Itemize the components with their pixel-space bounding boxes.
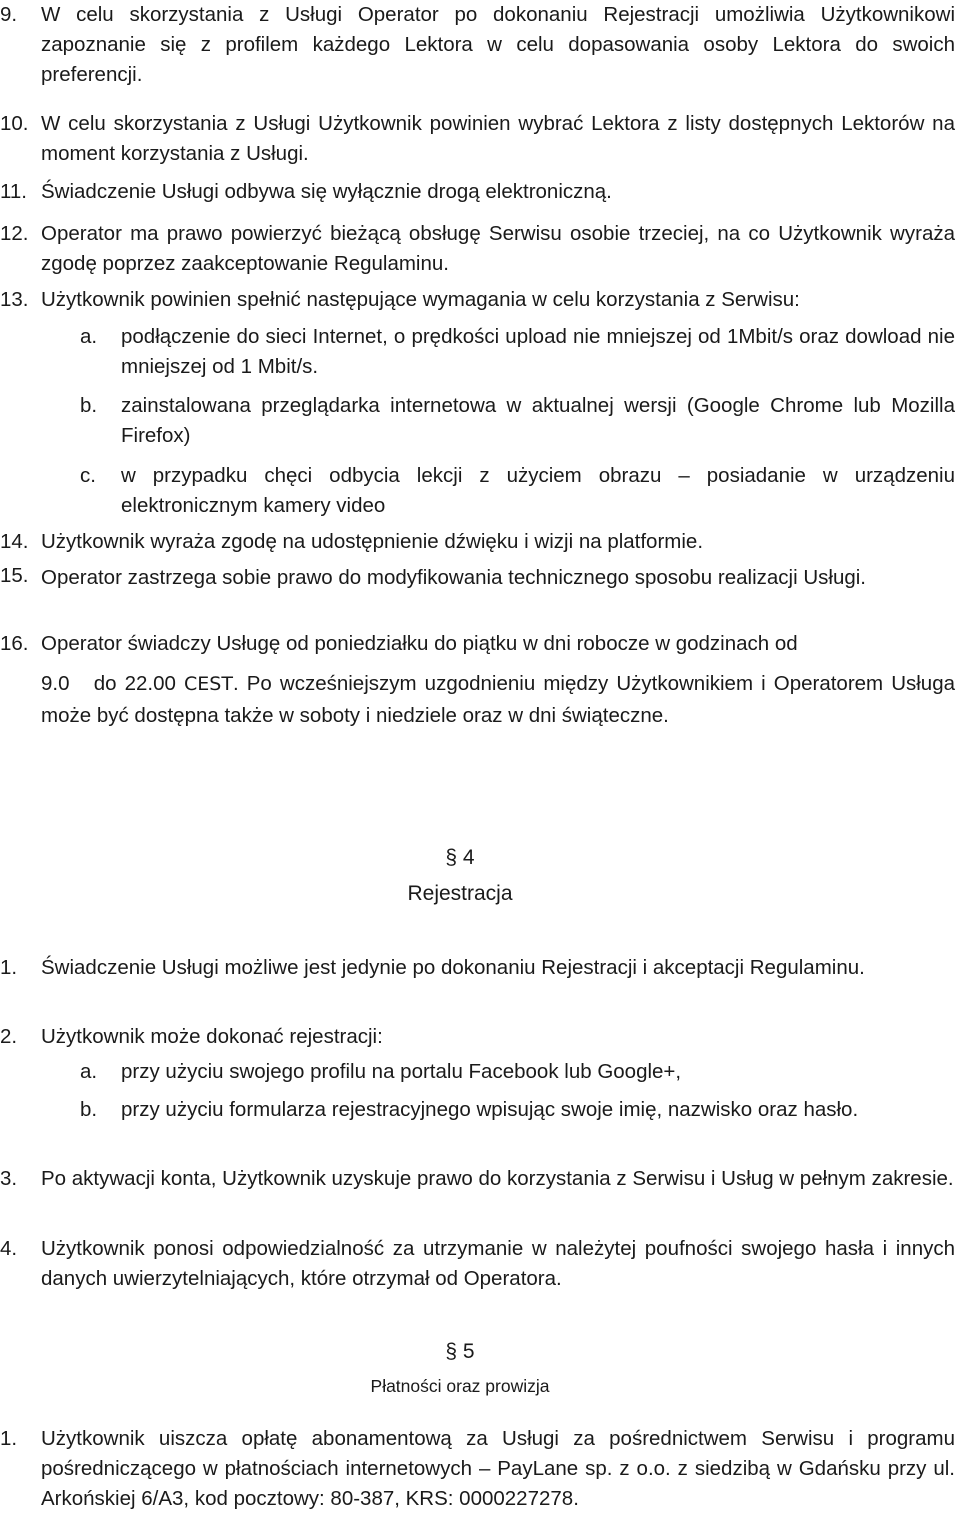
list-item-continuation xyxy=(0,668,960,732)
item-text: Użytkownik uiszcza opłatę abonamentową za Usługi za pośrednictwem Serwisu i programu pośredniczącego w płatnościach internetowych – PayLane sp. z o.o. z siedzibą w Gdańsku przy ul. Arkońskiej 6/A3, kod pocztowy: 80-387, KRS: 0000227278. xyxy=(41,1427,955,1510)
item-number: 12. xyxy=(0,222,29,245)
item-number: 4. xyxy=(0,1237,18,1260)
section-symbol: § 4 xyxy=(445,846,475,869)
list-item xyxy=(0,629,960,659)
sub-list-item xyxy=(0,391,960,451)
item-text: przy użyciu formularza rejestracyjnego wpisując swoje imię, nazwisko oraz hasło. xyxy=(121,1098,859,1121)
item-number: 10. xyxy=(0,112,29,135)
list-item xyxy=(0,285,960,315)
sub-list-item xyxy=(0,322,960,382)
item-letter: b. xyxy=(80,394,98,417)
item-text: Operator ma prawo powierzyć bieżącą obsługę Serwisu osobie trzeciej, na co Użytkownik wyraża zgodę poprzez zaakceptowanie Regulaminu. xyxy=(41,222,955,275)
item-number: 16. xyxy=(0,632,29,655)
item-number: 11. xyxy=(0,180,27,203)
item-number: 13. xyxy=(0,288,29,311)
section-symbol: § 5 xyxy=(445,1340,475,1363)
item-text: Użytkownik powinien spełnić następujące wymagania w celu korzystania z Serwisu: xyxy=(41,288,800,311)
list-item xyxy=(0,177,960,207)
item-text: przy użyciu swojego profilu na portalu Facebook lub Google+, xyxy=(121,1060,682,1083)
item-letter: c. xyxy=(80,464,96,487)
section-title: Rejestracja xyxy=(407,882,513,905)
list-item xyxy=(0,109,960,169)
sub-list-item xyxy=(0,1095,960,1125)
item-text xyxy=(41,668,955,732)
item-text-rest: . Po wcześniejszym uzgodnieniu między Użytkownikiem i Operatorem Usługa może być dostępna także w soboty i niedziele oraz w dni świąteczne. xyxy=(41,672,956,727)
sub-list-item xyxy=(0,461,960,521)
item-number: 14. xyxy=(0,530,29,553)
list-item xyxy=(0,0,960,90)
item-letter: a. xyxy=(80,325,98,348)
hours-text: 9.0 do 22.00 xyxy=(41,672,185,695)
list-item xyxy=(0,527,960,557)
item-text: Użytkownik może dokonać rejestracji: xyxy=(41,1025,383,1048)
item-text: Po aktywacji konta, Użytkownik uzyskuje prawo do korzystania z Serwisu i Usług w pełnym zakresie. xyxy=(41,1167,954,1190)
item-number: 3. xyxy=(0,1167,18,1190)
item-text-line: Operator świadczy Usługę od poniedziałku do piątku w dni robocze w godzinach od xyxy=(41,632,798,655)
item-text: W celu skorzystania z Usługi Operator po dokonaniu Rejestracji umożliwia Użytkownikowi zapoznanie się z profilem każdego Lektora w celu dopasowania osoby Lektora do swoich preferencji. xyxy=(41,3,955,86)
item-number: 1. xyxy=(0,956,18,979)
timezone-text: CEST xyxy=(184,673,233,695)
list-item xyxy=(0,561,960,594)
list-item xyxy=(0,1022,960,1052)
item-text: zainstalowana przeglądarka internetowa w aktualnej wersji (Google Chrome lub Mozilla Firefox) xyxy=(121,394,955,447)
item-number: 1. xyxy=(0,1427,18,1450)
item-text: Użytkownik wyraża zgodę na udostępnienie dźwięku i wizji na platformie. xyxy=(41,530,704,553)
item-text: Użytkownik ponosi odpowiedzialność za utrzymanie w należytej poufności swojego hasła i innych danych uwierzytelniających, które otrzymał od Operatora. xyxy=(41,1237,955,1290)
item-text xyxy=(41,629,955,659)
list-item xyxy=(0,1234,960,1294)
section-title: Płatności oraz prowizja xyxy=(370,1376,550,1396)
item-letter: a. xyxy=(80,1060,98,1083)
item-text: W celu skorzystania z Usługi Użytkownik powinien wybrać Lektora z listy dostępnych Lektorów na moment korzystania z Usługi. xyxy=(41,112,955,165)
sub-list-item xyxy=(0,1057,960,1087)
item-text: w przypadku chęci odbycia lekcji z użyciem obrazu – posiadanie w urządzeniu elektronicznym kamery video xyxy=(121,464,955,517)
item-number: 2. xyxy=(0,1025,18,1048)
item-number: 15. xyxy=(0,564,29,587)
item-letter: b. xyxy=(80,1098,98,1121)
list-item xyxy=(0,1424,960,1514)
list-item xyxy=(0,953,960,983)
item-number: 9. xyxy=(0,3,18,26)
item-text: Świadczenie Usługi odbywa się wyłącznie drogą elektroniczną. xyxy=(41,180,612,203)
list-item xyxy=(0,1164,960,1194)
list-item xyxy=(0,219,960,279)
item-text: podłączenie do sieci Internet, o prędkości upload nie mniejszej od 1Mbit/s oraz dowload nie mniejszej od 1 Mbit/s. xyxy=(121,325,955,378)
item-text: Świadczenie Usługi możliwe jest jedynie po dokonaniu Rejestracji i akceptacji Regulaminu. xyxy=(41,956,865,979)
item-text: Operator zastrzega sobie prawo do modyfikowania technicznego sposobu realizacji Usługi. xyxy=(41,566,866,589)
